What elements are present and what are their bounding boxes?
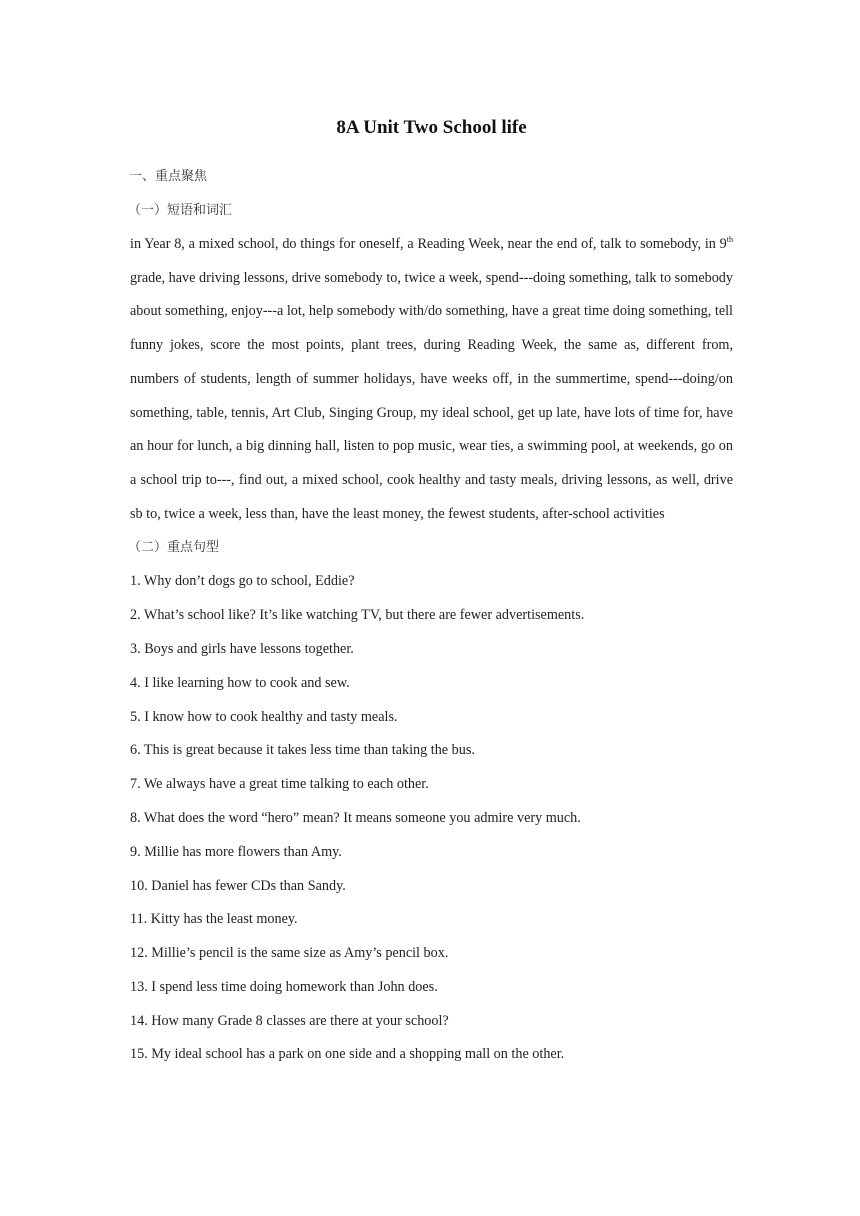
sentence-item: 9. Millie has more flowers than Amy.: [130, 843, 342, 860]
sentence-item: 12. Millie’s pencil is the same size as Amy’s pencil box.: [130, 945, 449, 962]
sentence-item: 8. What does the word “hero” mean? It means someone you admire very much.: [130, 809, 581, 826]
sentence-item: 4. I like learning how to cook and sew.: [130, 674, 350, 691]
vocabulary-paragraph: [130, 228, 733, 531]
sentence-item: 13. I spend less time doing homework than John does.: [130, 978, 438, 995]
sentence-item: 5. I know how to cook healthy and tasty meals.: [130, 708, 398, 725]
document-title: 8A Unit Two School life: [336, 117, 527, 138]
vocab-text-part2: grade, have driving lessons, drive somebody to, twice a week, spend---doing something, talk to somebody about something, enjoy---a lot, help somebody with/do something, have a great time doing something, tell funny jokes, score the most points, plant trees, during Reading Week, the same as, different from, numbers of students, length of summer holidays, have weeks off, in the summertime, spend---doing/on something, table, tennis, Art Club, Singing Group, my ideal school, get up late, have lots of time for, have an hour for lunch, a big dinning hall, listen to pop music, wear ties, a swimming pool, at weekends, go on a school trip to---, find out, a mixed school, cook healthy and tasty meals, driving lessons, as well, drive sb to, twice a week, less than, have the least money, the fewest students, after-school activities: [130, 269, 733, 522]
sentence-item: 3. Boys and girls have lessons together.: [130, 640, 354, 657]
vocab-text-part1: in Year 8, a mixed school, do things for oneself, a Reading Week, near the end of, talk to somebody, in 9: [130, 236, 727, 252]
section-heading-key-focus: 一、重点聚焦: [129, 169, 208, 184]
sentence-item: 11. Kitty has the least money.: [130, 911, 298, 928]
sentence-item: 14. How many Grade 8 classes are there at your school?: [130, 1012, 449, 1029]
sentence-item: 7. We always have a great time talking to each other.: [130, 776, 429, 793]
vocab-superscript: th: [726, 235, 733, 244]
sentence-item: 15. My ideal school has a park on one side and a shopping mall on the other.: [130, 1046, 565, 1063]
document-page: [130, 112, 733, 1072]
subsection-heading-sentences: （二）重点句型: [128, 540, 220, 556]
sentence-item: 6. This is great because it takes less time than taking the bus.: [130, 742, 475, 759]
sentence-list: [130, 565, 733, 1072]
subsection-heading-phrases: （一）短语和词汇: [128, 203, 233, 218]
sentence-item: 2. What’s school like? It’s like watching TV, but there are fewer advertisements.: [130, 607, 585, 624]
sentence-item: 1. Why don’t dogs go to school, Eddie?: [130, 573, 355, 590]
sentence-item: 10. Daniel has fewer CDs than Sandy.: [130, 877, 346, 894]
